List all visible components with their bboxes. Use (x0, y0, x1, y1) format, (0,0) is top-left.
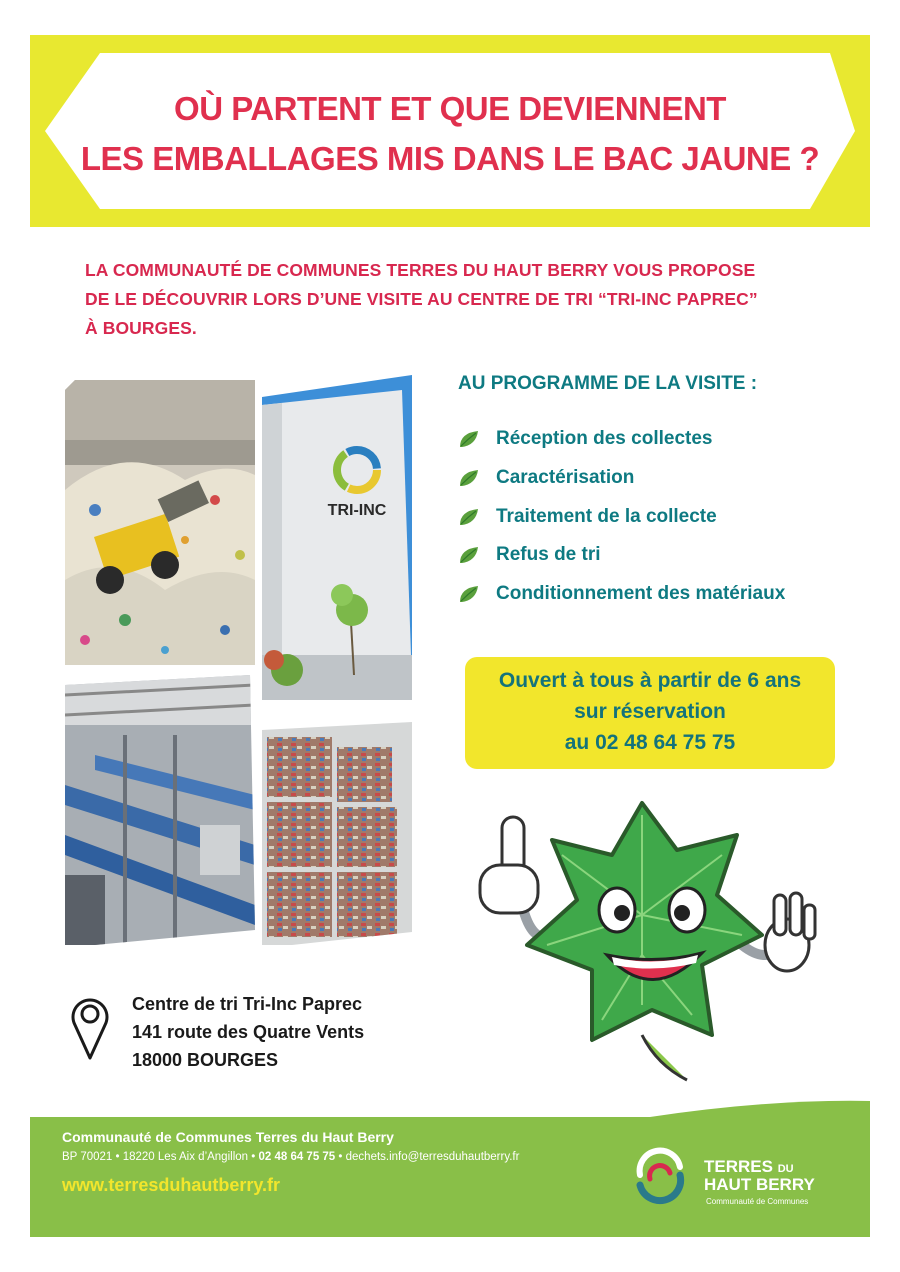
program-item-label: Conditionnement des matériaux (496, 583, 786, 604)
footer-logo-line1: TERRES DU (704, 1157, 794, 1176)
program-item-label: Caractérisation (496, 467, 635, 488)
program-item-label: Réception des collectes (496, 428, 713, 449)
footer-phone[interactable]: 02 48 64 75 75 (258, 1151, 336, 1163)
info-line-2: sur réservation (574, 700, 726, 723)
program-item-traitement (458, 503, 717, 531)
info-line-3: au 02 48 64 75 75 (564, 731, 736, 754)
leaf-bullet-icon (458, 507, 480, 527)
program-item-refus (458, 541, 601, 569)
address-block (70, 990, 470, 1070)
leaf-bullet-icon (458, 584, 480, 604)
photo-building (262, 375, 412, 700)
photo-waste-pile (65, 380, 255, 665)
photo-bales (262, 722, 412, 945)
photo-conveyors (65, 675, 255, 945)
leaf-bullet-icon (458, 468, 480, 488)
footer (30, 1117, 870, 1237)
info-line-1: Ouvert à tous à partir de 6 ans (498, 669, 802, 692)
building-sign-text: TRI-INC (327, 502, 387, 519)
program-item-reception (458, 425, 712, 453)
leaf-bullet-icon (458, 545, 480, 565)
intro-line-3: À BOURGES. (85, 318, 197, 338)
intro-line-2: DE LE DÉCOUVRIR LORS D’UNE VISITE AU CENTRE DE TRI “TRI-INC PAPREC” (85, 289, 758, 309)
address-line-1: Centre de tri Tri-Inc Paprec (132, 994, 363, 1014)
title-line-2: LES EMBALLAGES MIS DANS LE BAC JAUNE ? (80, 140, 820, 177)
footer-logo-tagline: Communauté de Communes (706, 1197, 809, 1206)
footer-contact-prefix: BP 70021 • 18220 Les Aix d’Angillon • (62, 1151, 259, 1163)
header-banner (30, 35, 870, 227)
footer-contact (62, 1151, 519, 1163)
address-line-3: 18000 BOURGES (132, 1050, 279, 1070)
banner-arrow-shape (45, 53, 855, 209)
address-line-2: 141 route des Quatre Vents (132, 1022, 365, 1042)
program-item-label: Refus de tri (496, 544, 601, 565)
intro-line-1: LA COMMUNAUTÉ DE COMMUNES TERRES DU HAUT BERRY VOUS PROPOSE (85, 260, 756, 280)
terres-du-haut-berry-logo-icon (630, 1145, 690, 1205)
title-line-1: OÙ PARTENT ET QUE DEVIENNENT (174, 90, 726, 127)
footer-logo-line2: HAUT BERRY (704, 1175, 815, 1194)
info-box (465, 657, 835, 769)
program-item-label: Traitement de la collecte (496, 506, 717, 527)
program-item-conditionnement (458, 580, 785, 608)
location-pin-icon (70, 990, 110, 1060)
footer-org-name: Communauté de Communes Terres du Haut Berry (62, 1129, 394, 1145)
footer-website-link[interactable]: www.terresduhautberry.fr (62, 1175, 281, 1195)
program-title: AU PROGRAMME DE LA VISITE : (458, 373, 758, 394)
leaf-mascot-illustration (462, 795, 822, 1085)
footer-wave-shape (650, 1099, 870, 1139)
program-item-caracterisation (458, 464, 634, 492)
footer-email[interactable]: • dechets.info@terresduhautberry.fr (335, 1151, 520, 1163)
leaf-bullet-icon (458, 429, 480, 449)
